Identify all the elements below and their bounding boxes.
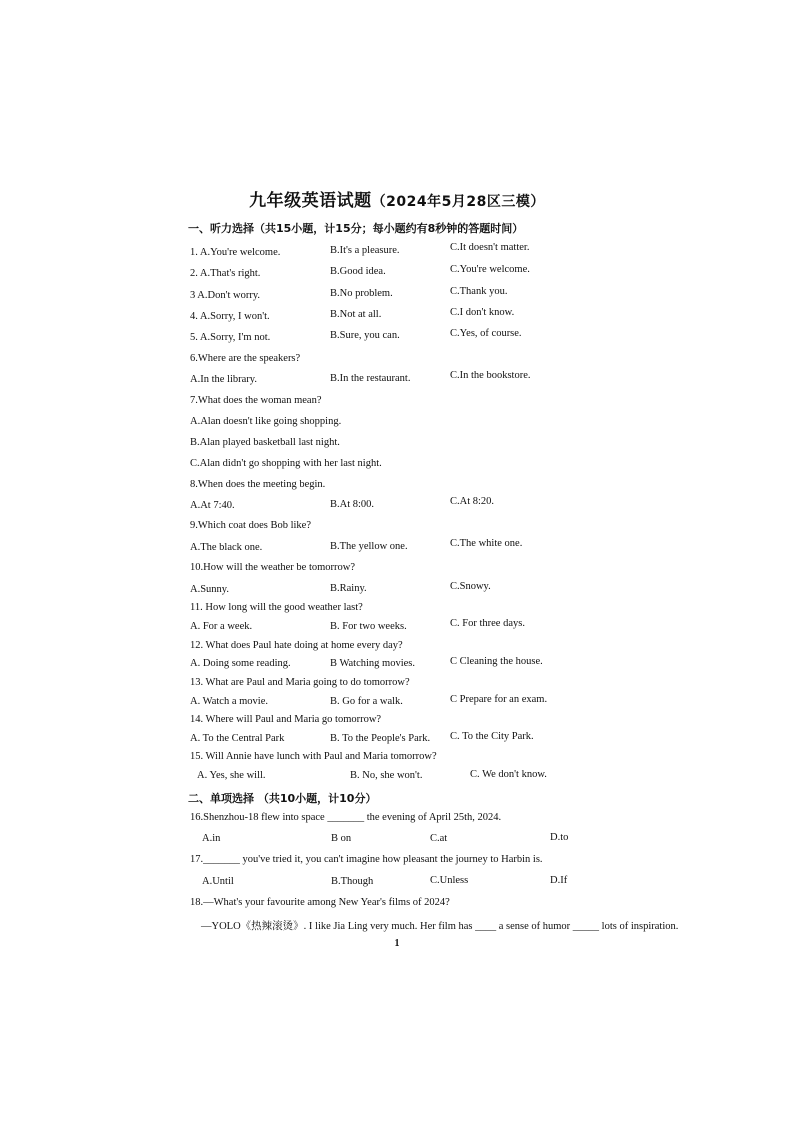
q13-option-a: A. Watch a movie. xyxy=(190,696,268,707)
q2-option-c: C.You're welcome. xyxy=(450,264,530,275)
q6-option-b: B.In the restaurant. xyxy=(330,373,411,384)
q3-option-b: B.No problem. xyxy=(330,288,393,299)
q4-option-a: 4. A.Sorry, I won't. xyxy=(190,311,270,322)
title-main: 九年级英语试题 xyxy=(249,191,372,211)
page-number: 1 xyxy=(394,938,400,949)
q1-option-b: B.It's a pleasure. xyxy=(330,245,400,256)
q9-option-b: B.The yellow one. xyxy=(330,541,408,552)
q5-option-a: 5. A.Sorry, I'm not. xyxy=(190,332,271,343)
q8-option-b: B.At 8:00. xyxy=(330,499,375,510)
q9-stem: 9.Which coat does Bob like? xyxy=(190,520,312,531)
q7-option-a: A.Alan doesn't like going shopping. xyxy=(190,416,342,427)
page-title xyxy=(0,186,794,211)
q17-option-d: D.If xyxy=(550,875,568,886)
q6-stem: 6.Where are the speakers? xyxy=(190,353,301,364)
q2-option-b: B.Good idea. xyxy=(330,266,386,277)
q8-option-c: C.At 8:20. xyxy=(450,496,495,507)
q1-option-c: C.It doesn't matter. xyxy=(450,242,530,253)
section-heading-single-choice: 二、单项选择 （共10小题，计10分） xyxy=(188,792,377,805)
q14-option-a: A. To the Central Park xyxy=(190,733,285,744)
q13-option-b: B. Go for a walk. xyxy=(330,696,403,707)
q15-option-b: B. No, she won't. xyxy=(350,770,423,781)
q11-option-c: C. For three days. xyxy=(450,618,525,629)
q10-option-a: A.Sunny. xyxy=(190,584,229,595)
q17-stem: 17._______ you've tried it, you can't imagine how pleasant the journey to Harbin is. xyxy=(190,854,543,865)
q15-stem: 15. Will Annie have lunch with Paul and Maria tomorrow? xyxy=(190,751,437,762)
q15-option-a: A. Yes, she will. xyxy=(197,770,266,781)
q2-option-a: 2. A.That's right. xyxy=(190,268,261,279)
q12-stem: 12. What does Paul hate doing at home every day? xyxy=(190,640,403,651)
q11-option-a: A. For a week. xyxy=(190,621,253,632)
title-sub: （2024年5月28区三模） xyxy=(371,194,545,210)
q8-stem: 8.When does the meeting begin. xyxy=(190,479,326,490)
q5-option-c: C.Yes, of course. xyxy=(450,328,522,339)
q18-answer-line: —YOLO《热辣滚烫》. I like Jia Ling very much. Her film has ____ a sense of humor _____ lots of inspiration. xyxy=(201,921,679,932)
q14-option-b: B. To the People's Park. xyxy=(330,733,431,744)
q12-option-c: C Cleaning the house. xyxy=(450,656,543,667)
q16-option-c: C.at xyxy=(430,833,448,844)
q16-option-a: A.in xyxy=(202,833,221,844)
q7-option-c: C.Alan didn't go shopping with her last night. xyxy=(190,458,382,469)
q16-stem: 16.Shenzhou-18 flew into space _______ the evening of April 25th, 2024. xyxy=(190,812,502,823)
q6-option-a: A.In the library. xyxy=(190,374,257,385)
q10-option-c: C.Snowy. xyxy=(450,581,491,592)
q18-stem: 18.—What's your favourite among New Year's films of 2024? xyxy=(190,897,450,908)
q1-option-a: 1. A.You're welcome. xyxy=(190,247,281,258)
q7-option-b: B.Alan played basketball last night. xyxy=(190,437,340,448)
q14-option-c: C. To the City Park. xyxy=(450,731,534,742)
q13-option-c: C Prepare for an exam. xyxy=(450,694,548,705)
q4-option-b: B.Not at all. xyxy=(330,309,382,320)
q17-option-c: C.Unless xyxy=(430,875,469,886)
q12-option-a: A. Doing some reading. xyxy=(190,658,291,669)
section-heading-listening: 一、听力选择（共15小题，计15分；每小题约有8秒钟的答题时间） xyxy=(188,222,524,235)
q9-option-c: C.The white one. xyxy=(450,538,523,549)
q10-option-b: B.Rainy. xyxy=(330,583,367,594)
q5-option-b: B.Sure, you can. xyxy=(330,330,400,341)
q14-stem: 14. Where will Paul and Maria go tomorrow? xyxy=(190,714,382,725)
q16-option-d: D.to xyxy=(550,832,569,843)
q7-stem: 7.What does the woman mean? xyxy=(190,395,322,406)
q13-stem: 13. What are Paul and Maria going to do tomorrow? xyxy=(190,677,410,688)
q3-option-c: C.Thank you. xyxy=(450,286,508,297)
q12-option-b: B Watching movies. xyxy=(330,658,415,669)
q6-option-c: C.In the bookstore. xyxy=(450,370,531,381)
q3-option-a: 3 A.Don't worry. xyxy=(190,290,261,301)
q11-stem: 11. How long will the good weather last? xyxy=(190,602,363,613)
q9-option-a: A.The black one. xyxy=(190,542,263,553)
q11-option-b: B. For two weeks. xyxy=(330,621,407,632)
q17-option-b: B.Though xyxy=(331,876,374,887)
q17-option-a: A.Until xyxy=(202,876,234,887)
q8-option-a: A.At 7:40. xyxy=(190,500,235,511)
q15-option-c: C. We don't know. xyxy=(470,769,547,780)
q4-option-c: C.I don't know. xyxy=(450,307,515,318)
q16-option-b: B on xyxy=(331,833,352,844)
q10-stem: 10.How will the weather be tomorrow? xyxy=(190,562,356,573)
